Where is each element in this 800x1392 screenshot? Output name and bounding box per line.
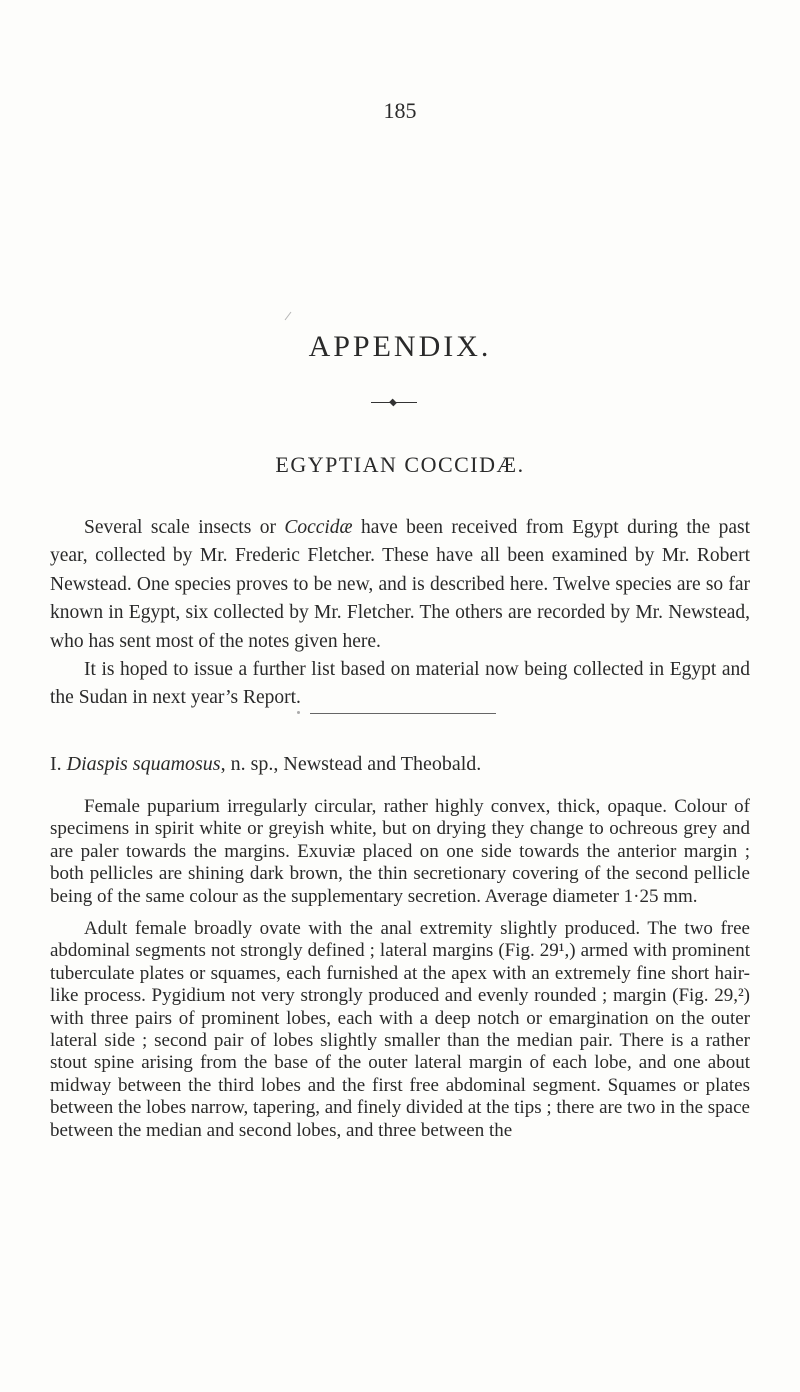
species-title xyxy=(50,753,481,776)
description-paragraph: Adult female broadly ovate with the anal extremity slightly produced. The two free abdominal segments not strongly defined ; lateral margins (Fig. 29¹,) armed with prominent tuberculate plates or squames, each furnished at the apex with an extremely fine short hair-like process. Pygidium not very strongly produced and evenly rounded ; margin (Fig. 29,²) with three pairs of prominent lobes, each with a deep notch or emargination on the outer lateral side ; second pair of lobes slightly smaller than the median pair. There is a rather stout spine arising from the base of the outer lateral margin of each lobe, and one about midway between the third lobes and the first free abdominal segment. Squames or plates between the lobes narrow, tapering, and finely divided at the tips ; there are two in the space between the median and second lobes, and three between the xyxy=(50,918,750,1141)
page-number: 185 xyxy=(383,98,417,123)
italic-term: Coccidæ xyxy=(284,517,353,538)
stray-pencil-mark xyxy=(283,311,293,321)
species-name: Diaspis squamosus xyxy=(66,753,221,775)
species-authority: , n. sp., Newstead and Theobald. xyxy=(220,753,482,775)
appendix-heading: APPENDIX. xyxy=(308,330,492,363)
intro-paragraph: It is hoped to issue a further list based on material now being collected in Egypt and the Sudan in next year’s Report. xyxy=(50,659,750,709)
intro-paragraph xyxy=(50,514,750,656)
intro-text xyxy=(50,514,750,713)
intro-text-run: have been received from Egypt during the past year, collected by Mr. Frederic Fletcher. These have all been examined by Mr. Robert Newstead. One species proves to be new, and is described here. Twelve species are so far known in Egypt, six collected by Mr. Fletcher. The others are recorded by Mr. Newstead, who has sent most of the notes given here. xyxy=(50,517,750,652)
section-subheading: EGYPTIAN COCCIDÆ. xyxy=(275,452,525,477)
description-paragraph: Female puparium irregularly circular, rather highly convex, thick, opaque. Colour of specimens in spirit white or greyish white, but on drying they change to ochreous grey and are paler towards the margins. Exuviæ placed on one side towards the anterior margin ; both pellicles are shining dark brown, the thin secretionary covering of the second pellicle being of the same colour as the supplementary secretion. Average diameter 1·25 mm. xyxy=(50,796,750,907)
intro-text-run: Several scale insects or xyxy=(84,517,285,538)
rule-dot xyxy=(297,711,300,714)
species-number: I. xyxy=(50,753,62,775)
section-rule xyxy=(310,713,496,714)
species-description xyxy=(50,796,750,1142)
divider-ornament xyxy=(389,399,397,407)
